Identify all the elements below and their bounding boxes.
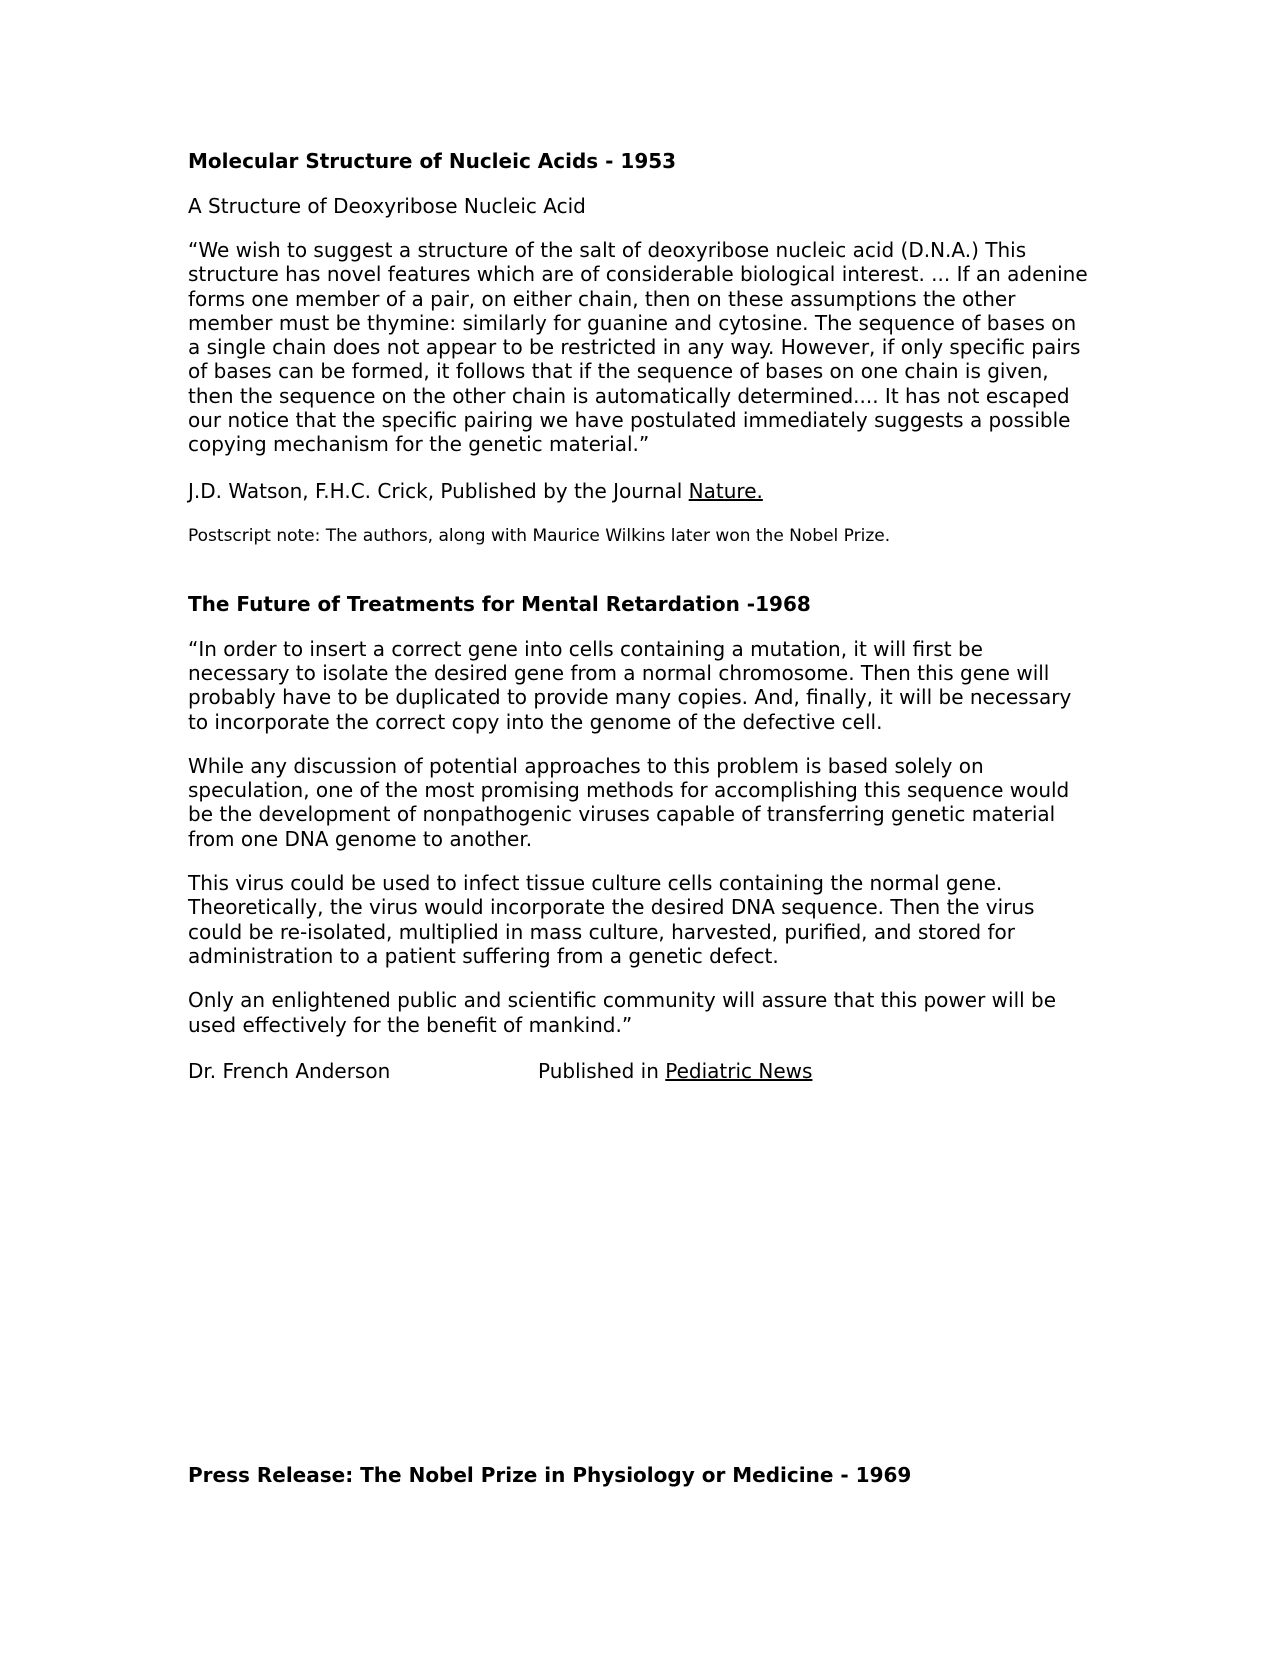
journal-name: Nature. — [688, 478, 763, 503]
section-heading: The Future of Treatments for Mental Retardation -1968 — [188, 591, 811, 616]
section-dna-structure — [188, 148, 1088, 547]
attribution-authors: J.D. Watson, F.H.C. Crick, Published by the Journal — [188, 478, 689, 503]
body-paragraph: “In order to insert a correct gene into cells containing a mutation, it will first be necessary to isolate the desired gene from a normal chromosome. Then this gene will probably have to be duplicated to provide many copies. And, finally, it will be necessary to incorporate the correct copy into the genome of the defective cell. — [188, 636, 1072, 734]
article-title: A Structure of Deoxyribose Nucleic Acid — [188, 194, 586, 218]
section-mental-retardation — [188, 591, 1088, 1083]
body-paragraph: Only an enlightened public and scientific community will assure that this power will be used effectively for the benefit of mankind.” — [188, 988, 1057, 1037]
postscript-note: Postscript note: The authors, along with Maurice Wilkins later won the Nobel Prize. — [188, 525, 891, 546]
section-heading: Molecular Structure of Nucleic Acids - 1953 — [188, 149, 677, 173]
body-paragraph: This virus could be used to infect tissue culture cells containing the normal gene. Theoretically, the virus would incorporate the desired DNA sequence. Then the virus could be re-isolated, multiplied in mass culture, harvested, purified, and stored for administration to a patient suffering from a genetic defect. — [188, 871, 1035, 968]
published-label: Published in — [538, 1058, 666, 1083]
attribution — [188, 1059, 1088, 1083]
quote-paragraph: “We wish to suggest a structure of the salt of deoxyribose nucleic acid (D.N.A.) This structure has novel features which are of considerable biological interest. ... If an adenine forms one member of a pair, on either chain, then on these assumptions the other member must be thymine: similarly for guanine and cytosine. The sequence of bases on a single chain does not appear to be restricted in any way. However, if only specific pairs of bases can be formed, it follows that if the sequence of bases on one chain is given, then the sequence on the other chain is automatically determined.... It has not escaped our notice that the specific pairing we have postulated immediately suggests a possible copying mechanism for the genetic material.” — [188, 238, 1088, 457]
attribution — [188, 479, 1088, 503]
body-paragraph: While any discussion of potential approaches to this problem is based solely on speculation, one of the most promising methods for accomplishing this sequence would be the development of nonpathogenic viruses capable of transferring genetic material from one DNA genome to another. — [188, 753, 1070, 851]
press-release-heading: Press Release: The Nobel Prize in Physiology or Medicine - 1969 — [188, 1463, 912, 1487]
document-body — [188, 148, 1088, 1083]
publication-name: Pediatric News — [665, 1058, 813, 1083]
author-name: Dr. French Anderson — [188, 1058, 391, 1083]
